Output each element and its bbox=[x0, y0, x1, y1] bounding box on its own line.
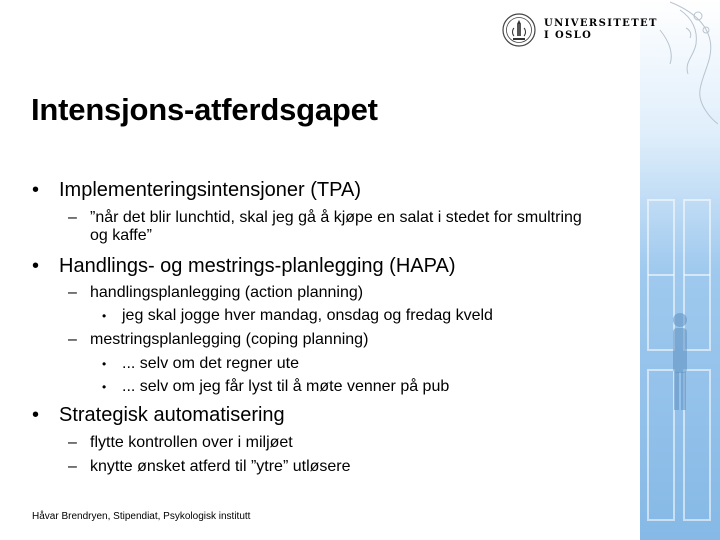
bullet-text: Strategisk automatisering bbox=[59, 404, 285, 426]
dash-marker: – bbox=[68, 458, 77, 475]
bullet-marker: • bbox=[102, 357, 107, 371]
logo-line-1: UNIVERSITETET bbox=[544, 18, 658, 29]
logo-line-2: I OSLO bbox=[544, 30, 593, 41]
bullet-marker: • bbox=[102, 309, 107, 323]
bullet-marker: • bbox=[102, 380, 107, 394]
dash-marker: – bbox=[68, 209, 77, 226]
slide-title: Intensjons-atferdsgapet bbox=[31, 92, 378, 127]
sub-bullet-text: flytte kontrollen over i miljøet bbox=[90, 434, 293, 451]
bullet-marker: • bbox=[32, 179, 40, 201]
sub-sub-bullet-text: jeg skal jogge hver mandag, onsdag og fredag kveld bbox=[122, 307, 493, 324]
sub-bullet-text: ”når det blir lunchtid, skal jeg gå å kjøpe en salat i stedet for smultring og kaffe” bbox=[90, 209, 582, 244]
sub-bullet-text: knytte ønsket atferd til ”ytre” utløsere bbox=[90, 458, 351, 475]
sub-bullet-text: mestringsplanlegging (coping planning) bbox=[90, 331, 369, 348]
dash-marker: – bbox=[68, 284, 77, 301]
bullet-text: Implementeringsintensjoner (TPA) bbox=[59, 179, 361, 201]
decorative-graphic bbox=[640, 0, 720, 540]
dash-marker: – bbox=[68, 434, 77, 451]
bullet-marker: • bbox=[32, 404, 40, 426]
sub-sub-bullet-text: ... selv om jeg får lyst til å møte venner på pub bbox=[122, 378, 450, 395]
dash-marker: – bbox=[68, 331, 77, 348]
university-logo bbox=[502, 12, 658, 48]
footer-text: Håvar Brendryen, Stipendiat, Psykologisk institutt bbox=[32, 511, 251, 522]
decorative-side-image bbox=[640, 0, 720, 540]
logo-text bbox=[544, 18, 658, 42]
bullet-marker: • bbox=[32, 255, 40, 277]
sub-sub-bullet-text: ... selv om det regner ute bbox=[122, 355, 299, 372]
sub-bullet-text: handlingsplanlegging (action planning) bbox=[90, 284, 364, 301]
bullet-text: Handlings- og mestrings-planlegging (HAPA) bbox=[59, 255, 456, 277]
university-seal-icon bbox=[502, 12, 536, 48]
